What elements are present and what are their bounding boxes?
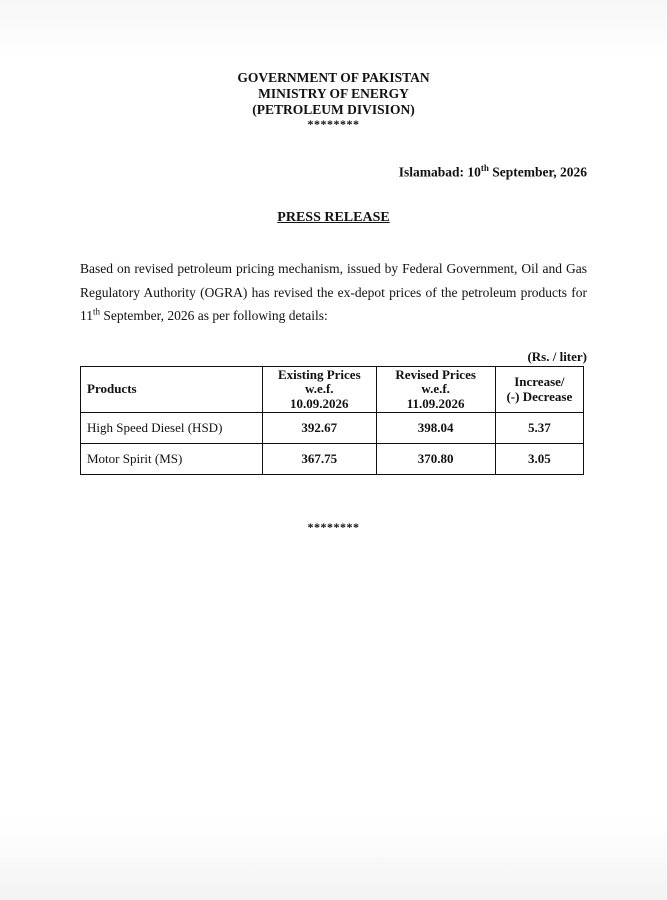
row-change: 3.05 bbox=[495, 444, 583, 475]
dateline-suffix: September, 2026 bbox=[488, 164, 587, 180]
body-text-main: Based on revised petroleum pricing mechanism, issued by Federal Government, Oil and Gas Regulatory Authority (OGRA) has revised the ex-depot prices of the petroleum products for 11 bbox=[80, 261, 587, 323]
footer-separator: ******** bbox=[307, 520, 360, 534]
table-row bbox=[81, 444, 584, 475]
header-existing-line3: 10.09.2026 bbox=[290, 395, 349, 411]
header-revised-prices bbox=[376, 367, 495, 413]
table-header-row bbox=[81, 367, 584, 413]
header-change bbox=[495, 367, 583, 413]
letterhead-government: GOVERNMENT OF PAKISTAN bbox=[237, 70, 430, 85]
letterhead bbox=[0, 70, 667, 130]
header-products: Products bbox=[81, 367, 263, 413]
row-revised-price: 370.80 bbox=[376, 444, 495, 475]
body-text-end: September, 2026 as per following details: bbox=[100, 308, 328, 323]
header-existing-prices bbox=[263, 367, 377, 413]
header-change-line1: Increase/ bbox=[514, 374, 565, 389]
row-revised-price: 398.04 bbox=[376, 413, 495, 444]
row-product: Motor Spirit (MS) bbox=[81, 444, 263, 475]
header-change-line2: (-) Decrease bbox=[506, 388, 573, 404]
row-change: 5.37 bbox=[495, 413, 583, 444]
price-table bbox=[80, 366, 584, 475]
table-row bbox=[81, 413, 584, 444]
dateline-superscript: th bbox=[480, 163, 489, 173]
dateline-prefix: Islamabad: 10 bbox=[398, 164, 481, 180]
header-existing-line2: w.e.f. bbox=[305, 381, 334, 397]
price-unit: (Rs. / liter) bbox=[527, 349, 587, 364]
row-existing-price: 367.75 bbox=[263, 444, 377, 475]
row-product: High Speed Diesel (HSD) bbox=[81, 413, 263, 444]
body-paragraph bbox=[80, 257, 587, 328]
letterhead-separator: ******** bbox=[307, 117, 360, 131]
row-existing-price: 392.67 bbox=[263, 413, 377, 444]
dateline bbox=[399, 163, 587, 181]
letterhead-division: (PETROLEUM DIVISION) bbox=[252, 102, 415, 117]
header-revised-line1: Revised Prices bbox=[395, 366, 476, 382]
letterhead-ministry: MINISTRY OF ENERGY bbox=[258, 86, 409, 101]
header-revised-line2: w.e.f. bbox=[421, 381, 450, 397]
header-existing-line1: Existing Prices bbox=[277, 366, 361, 382]
header-revised-line3: 11.09.2026 bbox=[406, 395, 465, 411]
page-title: PRESS RELEASE bbox=[277, 210, 390, 225]
body-superscript: th bbox=[93, 306, 101, 317]
